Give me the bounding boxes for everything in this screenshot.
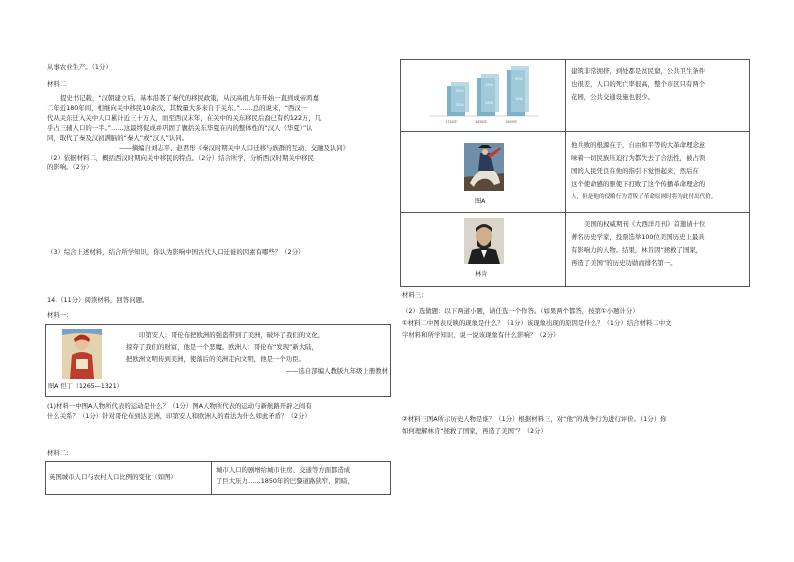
right-table <box>400 59 750 287</box>
question-3: （3）综合上述材料，结合所学知识，你认为影响中国古代人口迁徙的因素有哪些？（2分） <box>47 248 305 256</box>
m1-source: ——选自部编人教版九年级上册教材 <box>285 366 388 375</box>
m2-line-1: 提史书记载，“汉朝建立后，基本沿袭了秦代的移民政策，从汉高祖九年开始一直到成帝鸿嘉 <box>60 94 319 102</box>
material-2-title: 材料二 <box>47 80 67 88</box>
m1-line-3: 把欧洲文明传到美洲，使落后的美洲走向文明，他是一个功臣。 <box>126 354 305 363</box>
napoleon-caption: 图A <box>475 198 486 205</box>
material-1-title: 材料一： <box>47 311 73 319</box>
bar-1850 <box>475 74 499 124</box>
select-section <box>402 305 671 342</box>
q14-1-line-2: 什么关系？（1分）针对哥伦布到达美洲，印第安人和欧洲人的看法为什么如此矛盾？（2分） <box>47 411 311 420</box>
napoleon-horse-icon <box>464 143 504 191</box>
dante-portrait <box>62 329 102 379</box>
r2-line-2: 味着一切民族压迫行为都失去了合法性，被占领 <box>571 154 706 163</box>
s2-line-1: ②材料三图A所示历史人物是谁？（1分）根据材料三，对“他”的战争行为进行评价。（1分）你 <box>402 415 667 423</box>
bar-1750-top-label: 50% <box>456 89 464 93</box>
r2-line-3: 国的人民凭良在他的指引下觉悟起来，然后在 <box>571 167 699 176</box>
question-14-1 <box>47 402 312 422</box>
m2-source: ——摘编自刘志平、赵君彤《秦汉时期关中人口迁移与族群的互动、交融及认同》 <box>119 143 350 152</box>
s2-line-2: 如何理解林肯“拯救了国家，再造了美国”？（2分） <box>402 427 547 436</box>
table-left-cell: 英国城市人口与农村人口比例的变化（如图） <box>49 473 177 481</box>
material-3-title: 材料三： <box>402 291 428 299</box>
material-1-text <box>126 330 388 377</box>
material-1-box <box>45 324 391 397</box>
bar-1850-bottom-label: 28% <box>485 101 493 105</box>
q2-line-2: 的影响。（2分） <box>47 163 93 172</box>
r1-line-1: 建筑非常拥挤，到处都是贫民窟，公共卫生条件 <box>571 67 706 75</box>
r3-line-1: 美国的权威期刊《大西洋月刊》首邀请十位 <box>584 220 706 228</box>
dante-caption: 图A 但丁（1265—1321） <box>48 383 123 390</box>
bar-1750-bottom-label: 50% <box>456 103 464 107</box>
dante-figure-icon <box>62 329 102 379</box>
s1-line-2: 字材料和所学知识，说一说该现象有什么影响？（2分） <box>402 331 560 340</box>
year-1900: 1900年 <box>505 120 518 124</box>
select-instruction: （2）选做题：以下两道小题，请任选一个作答。（如果两个都答，按第①小题计分） <box>402 307 639 315</box>
lincoln-caption: 林肯 <box>475 271 488 278</box>
bar-1900-top-label: 90% <box>515 77 523 81</box>
r1-line-2: 也很差，人口的死亡率很高，整个市区只有两个 <box>571 80 706 89</box>
material-2-paragraph <box>47 94 392 173</box>
r3-line-2: 著名历史学家，投票选举100位美国历史上最具 <box>571 233 705 242</box>
select-2-section <box>402 413 667 437</box>
m1-line-1: 印第安人：哥伦布把欧洲的强盗带到了美洲，破坏了我们的文化， <box>139 331 325 339</box>
year-1750: 1750年 <box>445 120 458 124</box>
table-right-cell <box>216 465 354 487</box>
bar-1750 <box>445 82 469 124</box>
m2-line-3: 代从关东迁入关中人口累计近三十万人，而至西汉末年，在关中的关东移民后裔已有约122万，几 <box>47 113 322 122</box>
m2-line-4: 乎占三辅人口的一半。”……这最终促成并巩固了囊括关东华夏在内的整体性的“汉人（华夏）”认 <box>47 123 313 132</box>
year-1850: 1850年 <box>475 120 488 124</box>
material-2b-title: 材料二： <box>47 449 73 457</box>
q14-1-line-1: (1)材料一中图A人物所代表的运动是什么？（1分）图A人物所代表的运动与新航路开辟之间有 <box>47 402 312 410</box>
r3-line-3: 有影响力的人物。结果，林肯因“拯救了国家， <box>571 246 703 255</box>
bar-1850-top-label: 72% <box>485 83 493 87</box>
table-right-line-1: 城市人口的剧增给城市住房、交通等方面都造成 <box>216 466 351 474</box>
row-divider-2 <box>401 212 749 213</box>
question-14: 14.（11分）阅读材料，回答问题。 <box>47 296 149 304</box>
row-1-text <box>571 65 705 104</box>
table-divider <box>211 462 212 494</box>
row-divider-1 <box>401 131 749 132</box>
r3-line-4: 再造了美国”的历史功勋而排名第一。 <box>571 259 677 268</box>
population-chart <box>429 66 539 126</box>
napoleon-image <box>464 143 504 191</box>
right-col-divider <box>565 60 566 286</box>
r2-line-5: 人，但是他的侵略行为背叛了革命原则时将为此付出代价。 <box>571 193 717 200</box>
bar-1900 <box>505 66 529 124</box>
population-chart-svg <box>429 66 539 126</box>
lincoln-portrait <box>464 218 504 264</box>
row-2-text <box>571 139 716 203</box>
bar-1900-bottom-label: 10% <box>515 97 523 101</box>
m2-line-5: 同，取代了秦及汉初满脑的“秦人”或“汉人”认同。 <box>47 133 189 142</box>
lincoln-portrait-icon <box>464 218 504 264</box>
r2-line-4: 这个使命感的驱使下打败了这个传播革命理念的 <box>571 180 706 189</box>
r1-line-3: 花园，公共交通设施也很少。 <box>571 93 655 102</box>
r2-line-1: 他兵败的根源在于，自由和平等的大革命理念意 <box>571 141 706 149</box>
line-first: 从事农业生产。（1分） <box>47 63 112 71</box>
material-2-table <box>45 461 391 495</box>
table-right-line-2: 了巨大压力……1850年的巴黎道路狭窄、阴暗， <box>216 477 354 486</box>
s1-line-1: ①材料二中图表反映的现象是什么？（1分）该现象出现的原因是什么？（1分）结合材料二中文 <box>402 319 672 328</box>
row-3-text <box>571 218 705 271</box>
m1-line-2: 掠夺了我们的财富，他是一个恶魔。欧洲人：哥伦布“发现”新大陆， <box>126 342 318 351</box>
m2-line-2: 二年近180年间，相继向关中移民10余次，其数量大多来自于关东。”……总的说来，“西汉一 <box>47 103 308 112</box>
q2-line-1: （2）依据材料二，概括西汉时期向关中移民的特点。（2分）结合所学，分析西汉时期关中移民 <box>47 153 314 162</box>
